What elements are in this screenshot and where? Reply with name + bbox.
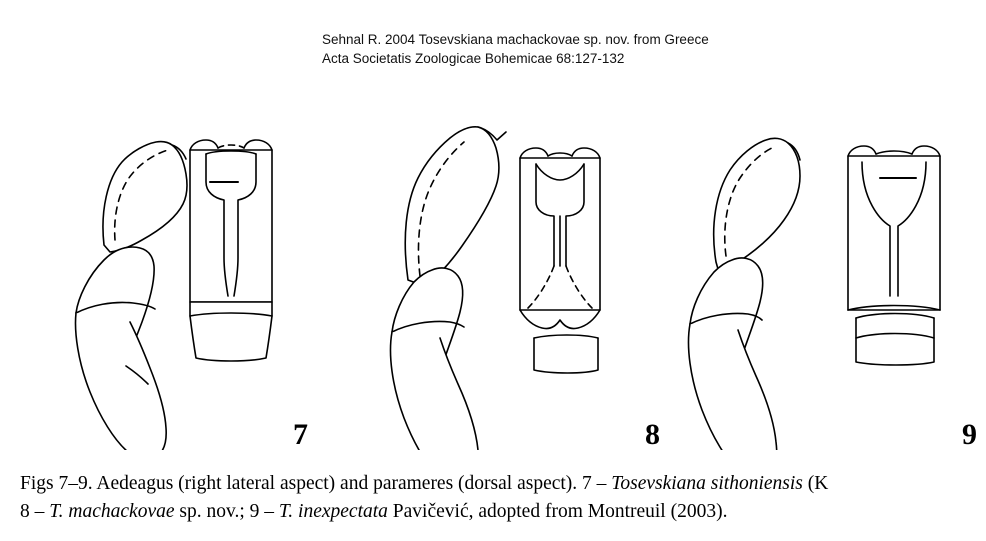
figure-number-8: 8: [645, 418, 660, 451]
figure-plate: [0, 70, 986, 450]
panel-8-aedeagus: [391, 127, 507, 450]
panel-7-parameres: [190, 140, 272, 361]
caption-line-1: [20, 470, 986, 498]
caption-line-1-taxon: Tosevskiana sithoniensis: [611, 473, 803, 494]
citation-line-1: Sehnal R. 2004 Tosevskiana machackovae sp. nov. from Greece: [322, 32, 709, 47]
caption-line-2-taxon-1: T. machackovae: [49, 501, 175, 522]
panel-9-parameres: [848, 146, 940, 365]
figure-number-9: 9: [962, 418, 977, 451]
panel-9-aedeagus: [689, 138, 801, 450]
figure-caption: [20, 470, 986, 526]
caption-line-2-taxon-2: T. inexpectata: [278, 501, 388, 522]
caption-line-2: [20, 498, 986, 526]
figure-number-7: 7: [293, 418, 308, 451]
panel-8-parameres: [520, 148, 600, 373]
citation-line-2: Acta Societatis Zoologicae Bohemicae 68:127-132: [322, 51, 625, 66]
figure-plate-drawing: [0, 70, 986, 450]
caption-line-2-part-a: 8 –: [20, 501, 50, 522]
caption-line-1-part-a: Figs 7–9. Aedeagus (right lateral aspect) and parameres (dorsal aspect). 7 –: [20, 473, 612, 494]
panel-7-aedeagus: [76, 142, 187, 450]
caption-line-2-part-b: sp. nov.; 9 –: [174, 501, 279, 522]
caption-line-1-part-b: (K: [802, 473, 829, 494]
source-citation: [322, 30, 709, 68]
caption-line-2-part-c: Pavičević, adopted from Montreuil (2003).: [387, 501, 728, 522]
